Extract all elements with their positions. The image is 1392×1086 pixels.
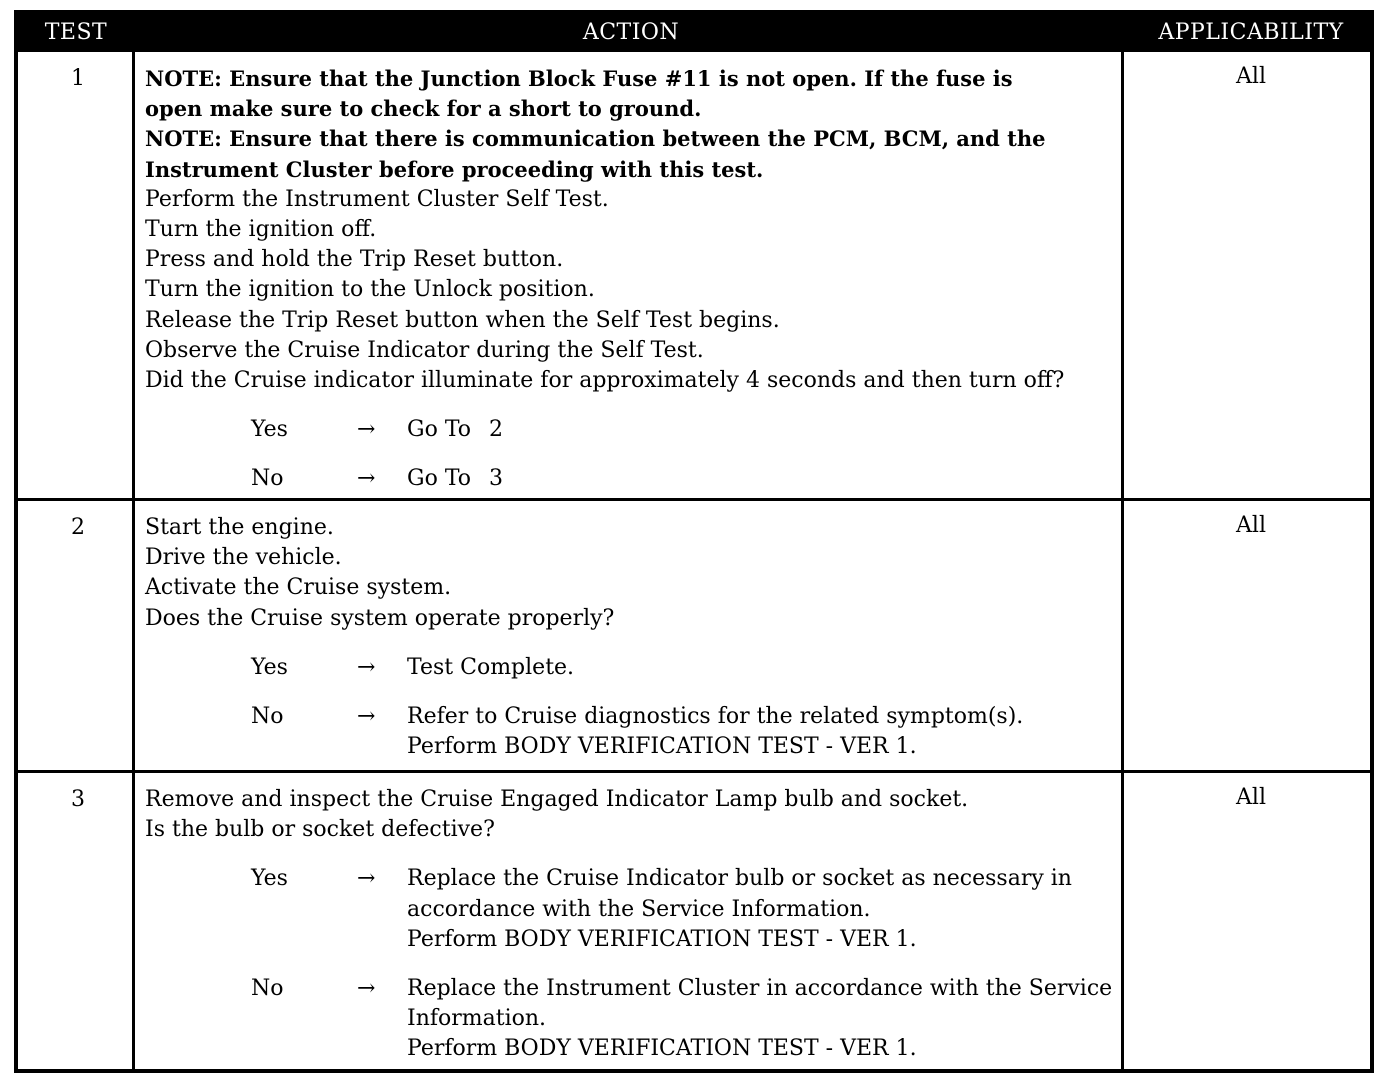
- test-number: 2: [71, 515, 85, 540]
- yes-response: [145, 864, 1121, 955]
- no-result: [407, 974, 1121, 1065]
- note-line: open make sure to check for a short to ground.: [145, 96, 702, 122]
- goto-label: Go To: [407, 417, 472, 443]
- result-line: Replace the Cruise Indicator bulb or socket as necessary in: [407, 866, 1072, 892]
- test-number: 1: [71, 66, 85, 91]
- result-line: Perform BODY VERIFICATION TEST - VER 1.: [407, 1036, 917, 1062]
- step-line: Observe the Cruise Indicator during the Self Test.: [145, 337, 704, 363]
- header-action: ACTION: [582, 20, 680, 45]
- result-line: Perform BODY VERIFICATION TEST - VER 1.: [407, 926, 917, 952]
- step-line: Press and hold the Trip Reset button.: [145, 247, 564, 273]
- goto-label: Go To: [407, 466, 472, 492]
- arrow-icon: →: [357, 466, 376, 492]
- test-number: 3: [71, 787, 85, 812]
- table-row-test-2: [18, 501, 1370, 770]
- yes-result: Test Complete.: [407, 654, 575, 680]
- arrow-icon: →: [357, 417, 376, 443]
- test-applicability: All: [1236, 513, 1266, 538]
- header-applicability: APPLICABILITY: [1158, 20, 1344, 45]
- step-line: Is the bulb or socket defective?: [145, 817, 495, 843]
- step-line: Start the engine.: [145, 515, 334, 540]
- step-line: Turn the ignition to the Unlock position.: [145, 277, 595, 303]
- step-line: Did the Cruise indicator illuminate for approximately 4 seconds and then turn off?: [145, 368, 1065, 394]
- step-line: Drive the vehicle.: [145, 545, 342, 571]
- step-line: Release the Trip Reset button when the Self Test begins.: [145, 307, 780, 333]
- step-line: Perform the Instrument Cluster Self Test.: [145, 186, 609, 212]
- result-line: Refer to Cruise diagnostics for the related symptom(s).: [407, 704, 1024, 730]
- no-label: No: [251, 704, 284, 730]
- arrow-icon: →: [357, 654, 376, 680]
- step-line: Does the Cruise system operate properly?: [145, 605, 615, 631]
- no-label: No: [251, 466, 284, 492]
- no-response: [145, 464, 1121, 494]
- no-result: [407, 464, 1121, 494]
- no-result: [407, 702, 1121, 762]
- yes-label: Yes: [251, 654, 288, 680]
- arrow-icon: →: [357, 866, 376, 892]
- no-response: [145, 974, 1121, 1065]
- goto-target: 3: [489, 466, 504, 492]
- test-action: [145, 785, 1121, 1065]
- note-line: Instrument Cluster before proceeding with this test.: [145, 156, 764, 182]
- arrow-icon: →: [357, 704, 376, 730]
- yes-response: [145, 653, 1121, 683]
- arrow-icon: →: [357, 976, 376, 1002]
- no-label: No: [251, 976, 284, 1002]
- yes-result: [407, 415, 1121, 445]
- goto-target: 2: [489, 417, 504, 443]
- table-row-test-1: [18, 52, 1370, 498]
- test-applicability: All: [1236, 64, 1266, 89]
- yes-response: [145, 415, 1121, 445]
- header-test: TEST: [44, 20, 108, 45]
- yes-label: Yes: [251, 417, 288, 443]
- note-line: NOTE: Ensure that the Junction Block Fuse #11 is not open. If the fuse is: [145, 66, 1013, 91]
- test-applicability: All: [1236, 785, 1266, 810]
- yes-label: Yes: [251, 866, 288, 892]
- result-line: accordance with the Service Information.: [407, 896, 871, 922]
- step-line: Remove and inspect the Cruise Engaged Indicator Lamp bulb and socket.: [145, 787, 969, 812]
- test-action: [145, 513, 1121, 762]
- result-line: Information.: [407, 1006, 547, 1032]
- diagnostic-table: [14, 10, 1374, 1073]
- yes-result: [407, 864, 1121, 955]
- step-line: Turn the ignition off.: [145, 217, 377, 243]
- no-response: [145, 702, 1121, 762]
- step-line: Activate the Cruise system.: [145, 575, 452, 601]
- result-line: Replace the Instrument Cluster in accordance with the Service: [407, 976, 1113, 1002]
- table-row-test-3: [18, 773, 1370, 1073]
- note-line: NOTE: Ensure that there is communication between the PCM, BCM, and the: [145, 126, 1046, 152]
- result-line: Perform BODY VERIFICATION TEST - VER 1.: [407, 734, 917, 760]
- table-header: [18, 14, 1370, 52]
- test-action: [145, 64, 1121, 495]
